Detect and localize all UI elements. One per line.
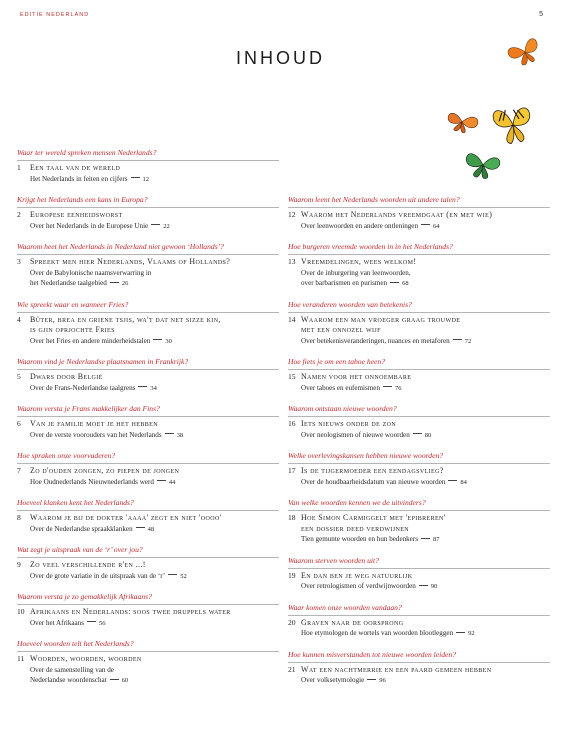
chapter-title: Afrikaans en Nederlands: soos twee druppels water — [30, 607, 231, 616]
toc-entry[interactable] — [17, 163, 279, 185]
chapter-title: Vreemdelingen, wees welkom! — [301, 257, 417, 266]
chapter-number: 7 — [17, 466, 21, 475]
page-ref: 26 — [121, 280, 129, 287]
toc-section — [17, 404, 279, 441]
divider — [288, 662, 550, 663]
toc-entry[interactable] — [17, 372, 279, 394]
section-question: Hoeveel klanken kent het Nederlands? — [17, 498, 134, 507]
chapter-subtitle-text: Over de Nederlandse spraakklanken — [30, 524, 133, 533]
chapter-number: 14 — [288, 314, 296, 324]
chapter-subtitle — [30, 383, 279, 395]
leader-dash — [413, 433, 422, 434]
chapter-number: 15 — [288, 372, 296, 381]
toc-entry[interactable] — [17, 560, 279, 582]
leader-dash — [367, 679, 376, 680]
toc-section — [288, 498, 550, 546]
chapter-number: 18 — [288, 513, 296, 522]
toc-entry[interactable] — [288, 372, 550, 394]
chapter-number: 1 — [17, 163, 21, 172]
chapter-number: 2 — [17, 210, 21, 219]
leader-dash — [383, 386, 392, 387]
section-question: Waarom ontstaan nieuwe woorden? — [288, 404, 397, 413]
section-question: Waarom vind je Nederlandse plaatsnamen in Frankrijk? — [17, 357, 189, 366]
chapter-number: 17 — [288, 466, 296, 475]
chapter-subtitle — [301, 628, 550, 640]
chapter-subtitle — [30, 477, 279, 489]
divider — [17, 651, 279, 652]
butterfly-icon — [492, 105, 534, 146]
section-question: Wat zegt je uitspraak van de ‘r’ over jou? — [17, 545, 143, 554]
toc-section — [17, 195, 279, 232]
divider — [288, 615, 550, 616]
section-question: Waar komen onze woorden vandaan? — [288, 602, 402, 612]
leader-dash — [453, 339, 462, 340]
chapter-title: is gjin oprjochte Fries — [30, 325, 115, 334]
chapter-title: Een taal van de wereld — [30, 163, 121, 172]
page-number: 5 — [539, 11, 543, 18]
chapter-title: Wat een nachtmerrie en een paard gemeen hebben — [301, 664, 492, 674]
toc-entry[interactable] — [17, 466, 279, 488]
toc-section — [17, 300, 279, 348]
chapter-title: Dwars door België — [30, 372, 103, 381]
divider — [288, 568, 550, 569]
chapter-number: 3 — [17, 257, 21, 266]
chapter-title: Is de tijgermoeder een eendagsvlieg? — [301, 466, 444, 475]
divider — [17, 463, 279, 464]
chapter-title: Zo veel verschillende r'en ...! — [30, 560, 146, 569]
chapter-subtitle — [301, 581, 550, 593]
chapter-subtitle-text: Over de grote variatie in de uitspraak van de ‘r’ — [30, 571, 166, 580]
chapter-subtitle-text: Over de verste voorouders van het Nederlands — [30, 430, 162, 439]
divider — [288, 312, 550, 313]
section-question: Hoe kunnen misverstanden tot nieuwe woorden leiden? — [288, 649, 457, 659]
page-ref: 80 — [424, 431, 432, 439]
toc-entry[interactable] — [288, 618, 550, 640]
chapter-subtitle-text: Nederlandse woordenschat — [30, 676, 107, 684]
chapter-number: 4 — [17, 314, 21, 324]
chapter-subtitle-text: Over de Frans-Nederlandse taalgrens — [30, 383, 136, 392]
chapter-number: 19 — [288, 570, 296, 580]
chapter-subtitle-text: Over het Nederlands in de Europese Unie — [30, 221, 149, 230]
section-question: Welke overlevingskansen hebben nieuwe woorden? — [288, 451, 444, 460]
chapter-subtitle-text: Tien gemunte woorden en hun bedenkers — [301, 535, 418, 543]
divider — [288, 416, 550, 417]
chapter-subtitle-text: Hoe Oudnederlands Nieuwnederlands werd — [30, 477, 154, 486]
toc-entry[interactable] — [17, 513, 279, 535]
toc-left-column — [17, 148, 279, 687]
section-question: Krijgt het Nederlands een kans in Europa? — [17, 195, 148, 204]
chapter-subtitle — [301, 534, 550, 546]
leader-dash — [390, 282, 399, 283]
toc-entry[interactable] — [288, 419, 550, 441]
divider — [17, 369, 279, 370]
chapter-subtitle — [30, 618, 279, 630]
divider — [17, 416, 279, 417]
leader-dash — [168, 574, 177, 575]
toc-section — [17, 639, 279, 687]
chapter-subtitle — [30, 571, 279, 583]
chapter-title: Graven naar de oorsprong — [301, 617, 404, 627]
leader-dash — [151, 224, 160, 225]
chapter-title: Spreekt men hier Nederlands, Vlaams of Hollands? — [30, 257, 231, 266]
chapter-number: 12 — [288, 210, 296, 219]
section-question: Waarom sterven woorden uit? — [288, 555, 379, 565]
chapter-title: Hoe Simon Carmiggelt met 'epibreren' — [301, 513, 446, 522]
chapter-subtitle-text: Over neologismen of nieuwe woorden — [301, 430, 410, 439]
page-ref: 76 — [395, 384, 402, 392]
chapter-number: 5 — [17, 372, 21, 381]
chapter-subtitle-text: Over de inburgering van leenwoorden, — [301, 268, 411, 277]
divider — [17, 312, 279, 313]
leader-dash — [131, 177, 140, 178]
leader-dash — [421, 224, 430, 225]
divider — [288, 369, 550, 370]
chapter-subtitle — [30, 336, 279, 348]
toc-section — [288, 650, 550, 687]
chapter-subtitle-text: Over taboes en eufemismen — [301, 383, 380, 392]
toc-entry[interactable] — [17, 257, 279, 290]
page-ref: 38 — [176, 431, 184, 439]
section-question: Hoeveel woorden telt het Nederlands? — [17, 639, 134, 648]
chapter-title: Iets nieuws onder de zon — [301, 419, 397, 428]
leader-dash — [153, 339, 162, 340]
chapter-subtitle — [30, 524, 279, 536]
chapter-title: Bûter, brea en griene tsjis, wa't dat net sizze kin, — [30, 314, 221, 324]
section-question: Waarom leent het Nederlands woorden uit andere talen? — [288, 195, 460, 204]
chapter-subtitle — [30, 221, 279, 233]
page-ref: 64 — [433, 222, 440, 230]
chapter-number: 21 — [288, 664, 296, 674]
chapter-subtitle — [30, 268, 279, 279]
divider — [288, 207, 550, 208]
chapter-subtitle-text: Over leenwoorden en andere ontleningen — [301, 221, 418, 230]
chapter-subtitle-text: het Nederlandse taalgebied — [30, 279, 107, 287]
chapter-subtitle-text: Over retrologismen of verdwijnwoorden — [301, 582, 416, 590]
page-ref: 90 — [430, 583, 438, 590]
toc-section — [288, 357, 550, 394]
chapter-subtitle — [301, 268, 550, 279]
toc-section — [288, 195, 550, 232]
page-ref: 12 — [142, 175, 149, 183]
page-ref: 30 — [165, 337, 172, 345]
butterfly-icon — [463, 153, 500, 181]
page-ref: 22 — [163, 222, 170, 230]
chapter-subtitle — [30, 675, 279, 687]
toc-section — [288, 556, 550, 593]
toc-section — [288, 404, 550, 441]
leader-dash — [110, 282, 119, 283]
section-question: Hoe spraken onze voorvaderen? — [17, 451, 116, 460]
page-ref: 56 — [98, 619, 106, 627]
toc-right-column — [288, 195, 550, 687]
toc-entry[interactable] — [17, 210, 279, 232]
chapter-subtitle-text: Hoe etymologen de wortels van woorden blootleggen — [301, 629, 454, 637]
chapter-title: Waarom je bij de dokter 'aaaa' zegt en niet 'oooo' — [30, 513, 222, 522]
toc-entry[interactable] — [288, 513, 550, 546]
chapter-subtitle-text: Over betekenisveranderingen, nuances en metaforen — [301, 336, 450, 345]
page-ref: 44 — [168, 478, 176, 486]
running-head: EDITIE NEDERLAND — [20, 12, 90, 18]
divider — [17, 254, 279, 255]
page-ref: 84 — [460, 478, 467, 486]
toc-section — [17, 545, 279, 582]
chapter-number: 8 — [17, 513, 21, 522]
toc-section — [288, 451, 550, 488]
toc-section — [17, 357, 279, 394]
chapter-subtitle — [30, 278, 279, 290]
leader-dash — [421, 538, 430, 539]
toc-entry[interactable] — [288, 571, 550, 593]
divider — [17, 604, 279, 605]
section-question: Hoe burgeren vreemde woorden in in het Nederlands? — [288, 242, 453, 251]
chapter-subtitle — [30, 174, 279, 186]
toc-section — [17, 498, 279, 535]
leader-dash — [456, 632, 465, 633]
leader-dash — [136, 527, 145, 528]
divider — [288, 510, 550, 511]
chapter-title: een dossier deed verdwijnen — [301, 523, 410, 533]
section-question: Van welke woorden kennen we de uitvinders? — [288, 498, 426, 507]
chapter-number: 11 — [17, 654, 25, 663]
toc-entry[interactable] — [17, 315, 279, 348]
butterfly-icon — [445, 111, 479, 136]
toc-entry[interactable] — [17, 419, 279, 441]
section-question: Waarom heet het Nederlands in Nederland niet gewoon ‘Hollands’? — [17, 242, 224, 251]
section-question: Hoe fiets je om een taboe heen? — [288, 357, 385, 366]
leader-dash — [87, 621, 96, 622]
toc-entry[interactable] — [17, 607, 279, 629]
section-question: Waarom versta je Frans makkelijker dan Fins? — [17, 404, 160, 413]
toc-entry[interactable] — [288, 466, 550, 488]
page-ref: 96 — [379, 677, 386, 684]
leader-dash — [110, 679, 119, 680]
chapter-subtitle — [301, 278, 550, 290]
section-question: Waarom versta je zo gemakkelijk Afrikaans? — [17, 592, 152, 601]
toc-entry[interactable] — [288, 210, 550, 232]
chapter-subtitle-text: Het Nederlands in feiten en cijfers — [30, 174, 128, 183]
chapter-title: En dan ben je weg natuurlijk — [301, 570, 413, 580]
page-ref: 34 — [150, 384, 157, 392]
leader-dash — [138, 386, 147, 387]
chapter-title: Van je familie moet je het hebben — [30, 419, 158, 428]
chapter-title: Woorden, woorden, woorden — [30, 654, 142, 663]
page-ref: 68 — [402, 280, 409, 287]
page-title: INHOUD — [236, 48, 325, 68]
chapter-subtitle — [301, 477, 550, 489]
page-ref: 87 — [432, 536, 440, 543]
toc-entry[interactable] — [288, 257, 550, 290]
divider — [17, 510, 279, 511]
divider — [288, 254, 550, 255]
divider — [17, 557, 279, 558]
page-ref: 48 — [147, 525, 155, 533]
chapter-subtitle — [301, 675, 550, 687]
chapter-subtitle-text: over barbarismen en purismen — [301, 279, 388, 287]
divider — [288, 463, 550, 464]
chapter-subtitle-text: Over de Babylonische naamsverwarring in — [30, 268, 152, 277]
toc-entry[interactable] — [17, 654, 279, 687]
toc-section — [17, 592, 279, 629]
chapter-title: Namen voor het onnoembare — [301, 372, 412, 381]
leader-dash — [448, 480, 457, 481]
chapter-subtitle-text: Over het Fries en andere minderheidstalen — [30, 336, 151, 345]
toc-section — [288, 242, 550, 290]
chapter-subtitle — [30, 665, 279, 676]
page-ref: 72 — [464, 337, 472, 345]
chapter-subtitle-text: Over het Afrikaans — [30, 618, 84, 627]
leader-dash — [419, 585, 428, 586]
page-ref: 60 — [121, 677, 129, 684]
chapter-title: Waarom het Nederlands vreemdgaat (en met wie) — [301, 210, 493, 219]
page-ref: 92 — [468, 630, 475, 637]
chapter-number: 6 — [17, 419, 21, 428]
page-ref: 52 — [180, 572, 187, 580]
chapter-subtitle — [301, 383, 550, 395]
toc-entry[interactable] — [288, 315, 550, 348]
toc-section — [288, 300, 550, 348]
chapter-subtitle-text: Over de houdbaarheidsdatum van nieuwe woorden — [301, 477, 446, 486]
chapter-number: 9 — [17, 560, 21, 569]
divider — [17, 160, 279, 161]
chapter-number: 20 — [288, 617, 296, 627]
chapter-number: 10 — [17, 607, 25, 616]
chapter-number: 16 — [288, 419, 296, 428]
chapter-title: Zo d'ouden zongen, zo piepen de jongen — [30, 466, 180, 475]
section-question: Waar ter wereld spreken mensen Nederlands? — [17, 148, 157, 157]
chapter-title: met een onnozel wijf — [301, 325, 381, 334]
toc-section — [17, 148, 279, 185]
chapter-subtitle-text: Over volksetymologie — [301, 676, 365, 684]
chapter-subtitle — [301, 336, 550, 348]
chapter-subtitle — [301, 221, 550, 233]
leader-dash — [165, 433, 174, 434]
toc-section — [17, 451, 279, 488]
toc-entry[interactable] — [288, 665, 550, 687]
chapter-subtitle — [30, 430, 279, 442]
section-question: Hoe veranderen woorden van betekenis? — [288, 299, 412, 309]
divider — [17, 207, 279, 208]
toc-section — [17, 242, 279, 290]
leader-dash — [157, 480, 166, 481]
section-question: Wie spreekt waar en wanneer Fries? — [17, 299, 129, 309]
chapter-subtitle — [301, 430, 550, 442]
chapter-title: Waarom een man vroeger graag trouwde — [301, 314, 461, 324]
toc-section — [288, 603, 550, 640]
chapter-title: Europese eenheidsworst — [30, 210, 123, 219]
chapter-subtitle-text: Over de samenstelling van de — [30, 665, 114, 674]
chapter-number: 13 — [288, 257, 296, 266]
